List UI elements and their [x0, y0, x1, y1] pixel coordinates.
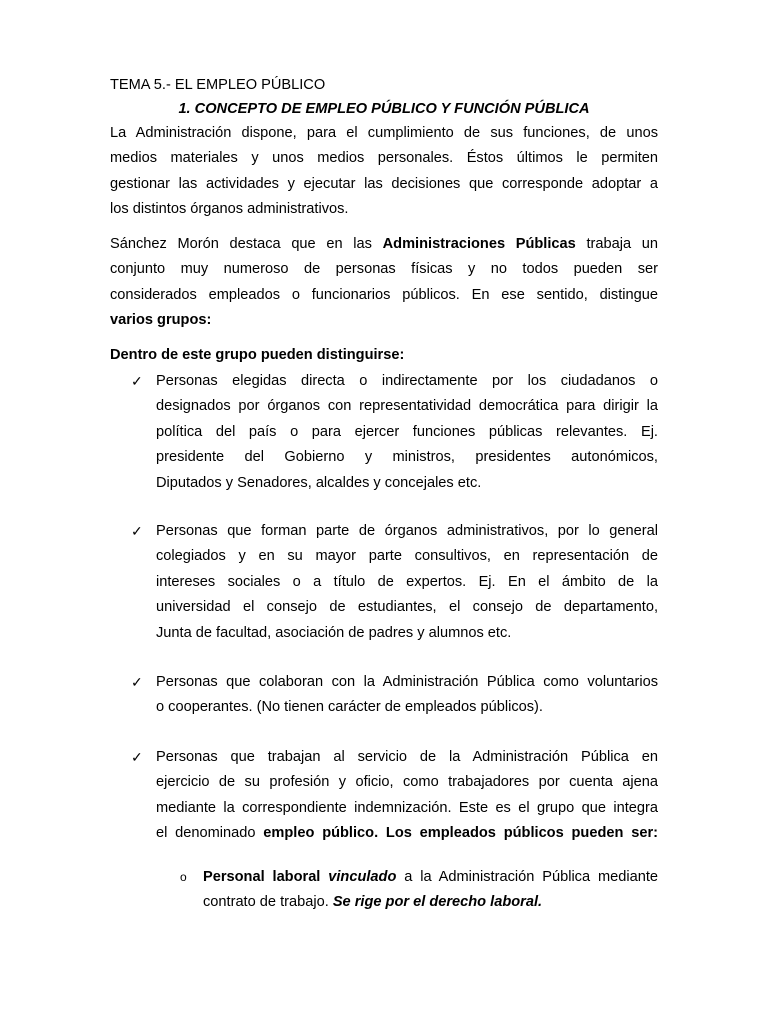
text-run: contrato de trabajo.: [203, 894, 333, 911]
check-mark-icon: ✓: [131, 373, 143, 389]
text-line: Junta de facultad, asociación de padres y alumnos etc.: [156, 624, 512, 641]
list-item-text: [156, 369, 658, 496]
bold-text: varios grupos:: [110, 312, 212, 329]
list-item-text: [156, 519, 658, 646]
text-run: el denominado: [156, 825, 264, 842]
text-line: o cooperantes. (No tienen carácter de empleados públicos).: [156, 699, 543, 716]
text-run: trabaja un: [575, 236, 658, 252]
bold-text: Personal laboral: [203, 869, 329, 885]
text-line: ejercicio de su profesión y oficio, como trabajadores por cuenta ajena: [156, 774, 658, 791]
text-line: presidente del Gobierno y ministros, presidentes autonómicos,: [156, 449, 658, 466]
paragraph-intro: [110, 121, 658, 223]
text-line: [203, 865, 658, 890]
text-line: Personas que forman parte de órganos administrativos, por lo general: [156, 523, 658, 539]
text-line: política del país o para ejercer funciones públicas relevantes. Ej.: [156, 423, 658, 440]
list-heading: Dentro de este grupo pueden distinguirse:: [110, 347, 405, 363]
sub-list-item-text: [203, 865, 658, 916]
text-line: designados por órganos con representatividad democrática para dirigir la: [156, 398, 658, 415]
text-line: gestionar las actividades y ejecutar las decisiones que corresponde adoptar a: [110, 175, 658, 192]
bold-text: Administraciones Públicas: [382, 236, 576, 252]
text-line: considerados empleados o funcionarios públicos. En ese sentido, distingue: [110, 286, 658, 303]
check-mark-icon: ✓: [131, 749, 143, 765]
text-line: mediante la correspondiente indemnización. Este es el grupo que integra: [156, 799, 658, 816]
text-line: colegiados y en su mayor parte consultivos, en representación de: [156, 548, 658, 565]
bold-text: empleo público. Los empleados públicos pueden ser:: [263, 825, 658, 842]
text-run: a la Administración Pública mediante: [396, 869, 658, 885]
paragraph-sanchez-moron: [110, 232, 658, 334]
check-mark-icon: ✓: [131, 674, 143, 690]
text-line: [110, 232, 658, 257]
text-line: los distintos órganos administrativos.: [110, 201, 349, 218]
text-line: conjunto muy numeroso de personas físicas y no todos pueden ser: [110, 261, 658, 278]
section-heading: 1. CONCEPTO DE EMPLEO PÚBLICO Y FUNCIÓN PÚBLICA: [178, 101, 590, 117]
circle-bullet-icon: o: [180, 870, 187, 884]
text-line: Personas elegidas directa o indirectamente por los ciudadanos o: [156, 373, 658, 389]
text-line: medios materiales y unos medios personales. Éstos últimos le permiten: [110, 150, 658, 167]
text-line: intereses sociales o a título de expertos. Ej. En el ámbito de la: [156, 573, 658, 590]
text-line: [156, 821, 658, 846]
list-item-text: [156, 670, 658, 721]
text-line: La Administración dispone, para el cumplimiento de sus funciones, de unos: [110, 125, 658, 141]
bold-italic-text: Se rige por el derecho laboral.: [332, 894, 543, 911]
list-item-text: [156, 745, 658, 847]
check-mark-icon: ✓: [131, 523, 143, 539]
text-line: Personas que colaboran con la Administración Pública como voluntarios: [156, 674, 658, 690]
text-line: universidad el consejo de estudiantes, el consejo de departamento,: [156, 599, 658, 616]
text-line: Personas que trabajan al servicio de la Administración Pública en: [156, 749, 658, 765]
bold-italic-text: vinculado: [328, 869, 397, 885]
document-title: TEMA 5.- EL EMPLEO PÚBLICO: [110, 77, 326, 93]
text-run: Sánchez Morón destaca que en las: [110, 236, 383, 252]
text-line: Diputados y Senadores, alcaldes y concejales etc.: [156, 474, 482, 491]
text-line: [203, 890, 658, 915]
